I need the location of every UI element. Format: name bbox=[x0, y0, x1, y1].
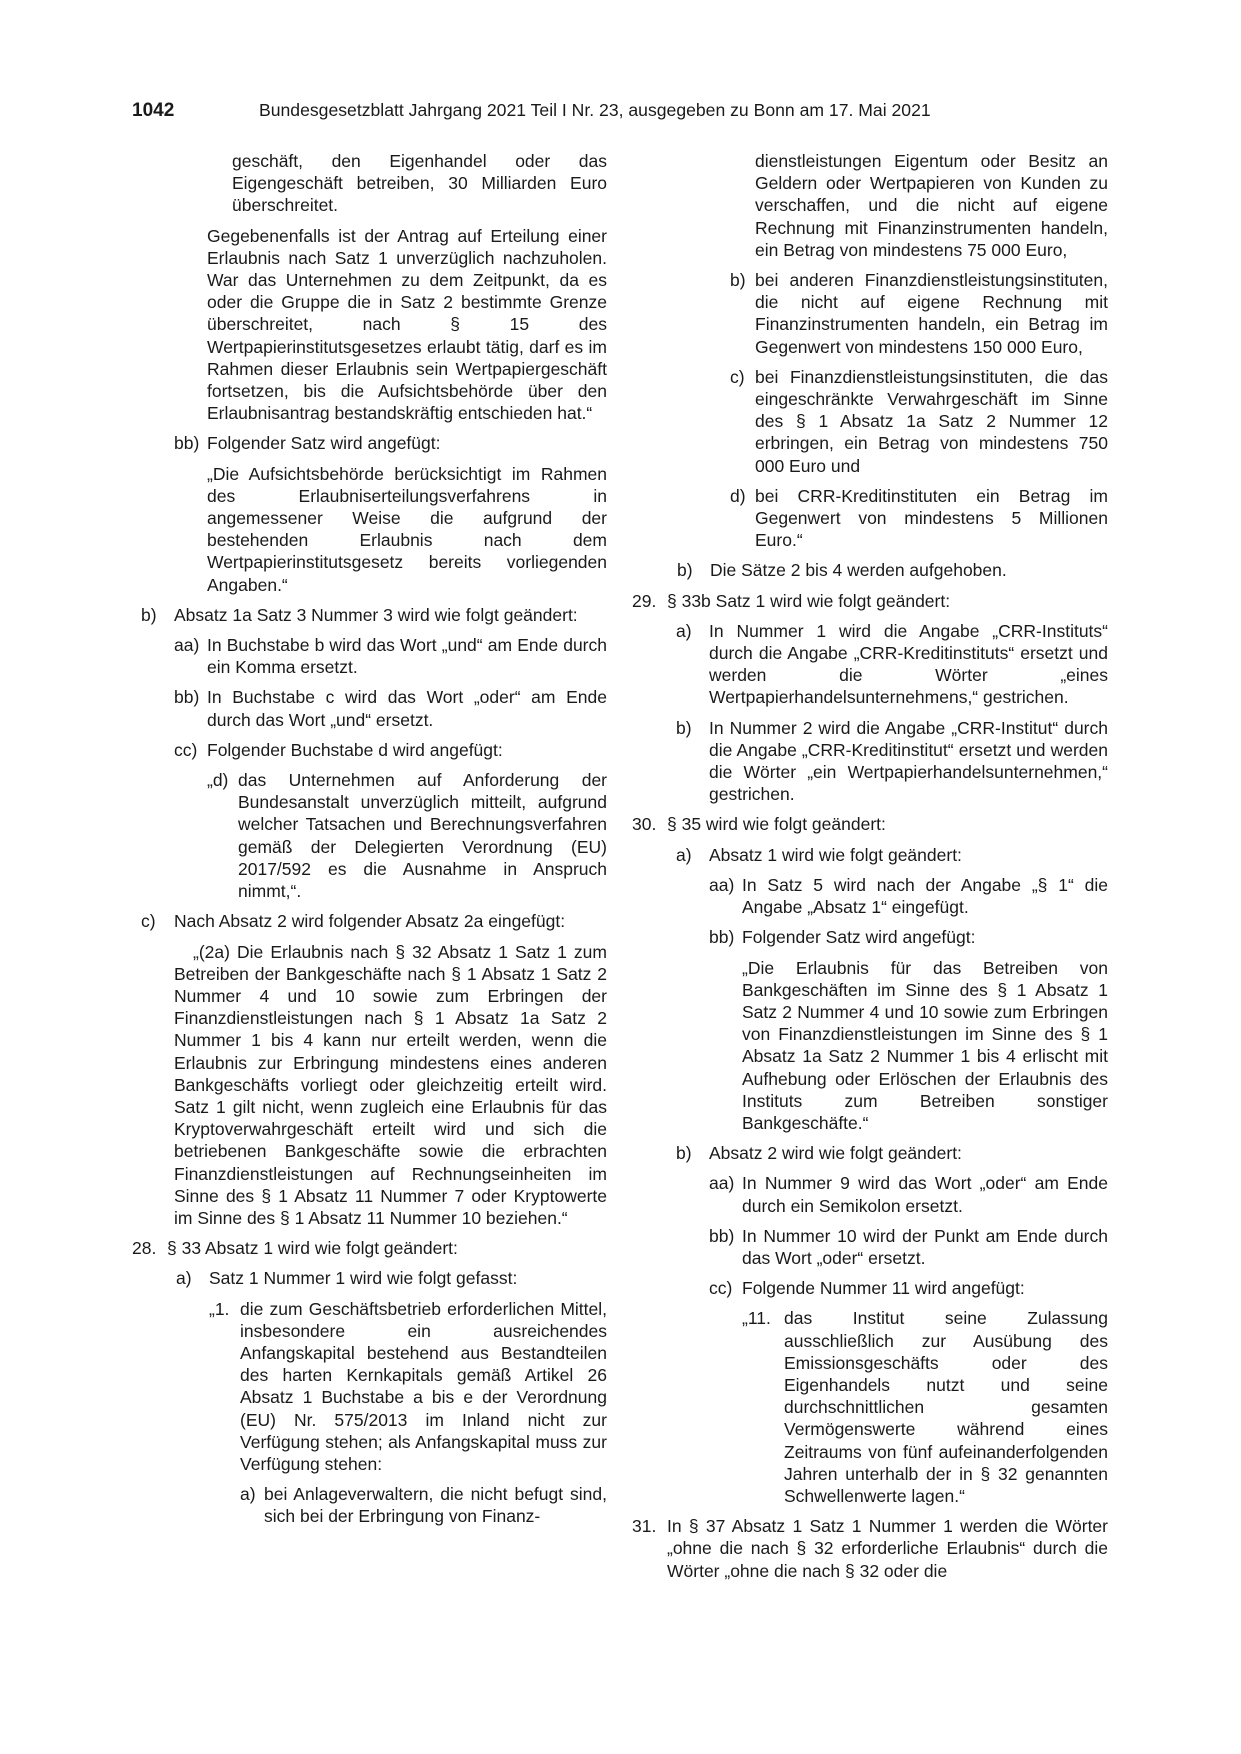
item-text: Absatz 1a Satz 3 Nummer 3 wird wie folgt geändert: bbox=[174, 604, 578, 625]
list-item bbox=[676, 844, 1108, 1134]
left-column bbox=[132, 150, 607, 1536]
item-text: In Buchstabe c wird das Wort „oder“ am Ende durch das Wort „und“ ersetzt. bbox=[207, 687, 607, 730]
list-item bbox=[709, 1172, 1108, 1216]
item-label: aa) bbox=[174, 635, 200, 656]
item-body bbox=[667, 590, 1108, 806]
list-item bbox=[141, 910, 607, 1229]
list-item bbox=[207, 769, 607, 902]
quoted-text: „Die Aufsichtsbehörde berücksichtigt im Rahmen des Erlaubniserteilungsverfahrens in angemessener Weise die aufgrund der bestehenden Erlaubnis nach dem Wertpapierinstitutsgesetz bereits vorliegenden Angaben.“ bbox=[207, 463, 607, 595]
item-label: a) bbox=[676, 620, 692, 641]
item-text: In Nummer 9 wird das Wort „oder“ am Ende durch ein Semikolon ersetzt. bbox=[742, 1173, 1108, 1216]
item-text: § 33 Absatz 1 wird wie folgt geändert: bbox=[167, 1238, 458, 1259]
paragraph: geschäft, den Eigenhandel oder das Eigengeschäft betreiben, 30 Milliarden Euro überschreitet. bbox=[232, 151, 607, 216]
list-item bbox=[730, 269, 1108, 358]
item-text: Folgende Nummer 11 wird angefügt: bbox=[742, 1278, 1025, 1299]
item-label: „d) bbox=[207, 770, 229, 791]
item-body bbox=[742, 926, 1108, 1134]
item-label: „1. bbox=[209, 1298, 230, 1319]
list-item bbox=[141, 604, 607, 902]
list-item bbox=[730, 485, 1108, 552]
item-label: 31. bbox=[632, 1516, 657, 1537]
right-column bbox=[632, 150, 1108, 1582]
item-label: a) bbox=[240, 1484, 256, 1505]
item-text: Folgender Buchstabe d wird angefügt: bbox=[207, 739, 503, 760]
item-body bbox=[709, 1142, 1108, 1507]
list-item bbox=[709, 1277, 1108, 1507]
item-text: Folgender Satz wird angefügt: bbox=[207, 433, 441, 454]
list-item bbox=[709, 926, 1108, 1134]
gazette-header-title: Bundesgesetzblatt Jahrgang 2021 Teil I Nr. 23, ausgegeben zu Bonn am 17. Mai 2021 bbox=[259, 100, 931, 120]
quoted-text: „Die Erlaubnis für das Betreiben von Bankgeschäften im Sinne des § 1 Absatz 1 Satz 2 Nummer 4 und 10 sowie zum Erbringen von Finanzdienstleistungen im Sinne des § 1 Absatz 1a Satz 2 Nummer 1 bis 4 erlischt mit Aufhebung oder Erlöschen der Erlaubnis des Instituts zum Betreiben sonstiger Bankgeschäfte.“ bbox=[742, 957, 1108, 1133]
paragraph: dienstleistungen Eigentum oder Besitz an Geldern oder Wertpapieren von Kunden zu verschaffen, und die nicht auf eigene Rechnung mit Finanzinstrumenten handeln, ein Betrag von mindestens 75 000 Euro, bbox=[755, 151, 1108, 260]
paragraph: Gegebenenfalls ist der Antrag auf Erteilung einer Erlaubnis nach Satz 1 unverzüglich nachzuholen. War das Unternehmen zu dem Zeitpunkt, da es oder die Gruppe die in Satz 2 bestimmte Grenze überschreitet, nach § 15 des Wertpapierinstitutsgesetzes erlaubt tätig, darf es im Rahmen dieser Erlaubnis sein Wertpapiergeschäft fortsetzen, bis die Aufsichtsbehörde über den Erlaubnisantrag bestandskräftig entschieden hat.“ bbox=[207, 225, 607, 424]
item-label: bb) bbox=[709, 927, 735, 948]
item-text: Die Sätze 2 bis 4 werden aufgehoben. bbox=[710, 560, 1007, 581]
list-item bbox=[709, 1225, 1108, 1269]
item-body bbox=[207, 432, 607, 595]
item-text: Absatz 2 wird wie folgt geändert: bbox=[709, 1143, 962, 1164]
item-label: b) bbox=[730, 270, 746, 291]
list-item bbox=[730, 366, 1108, 477]
list-item bbox=[176, 1267, 607, 1527]
item-label: c) bbox=[141, 911, 156, 932]
quoted-text: das Unternehmen auf Anforderung der Bundesanstalt unverzüglich mitteilt, aufgrund welcher Tatsachen und Berechnungsverfahren gemäß der Delegierten Verordnung (EU) 2017/592 es die Ausnahme in Anspruch nimmt,“. bbox=[238, 770, 607, 902]
item-label: b) bbox=[141, 604, 157, 625]
item-label: 28. bbox=[132, 1238, 157, 1259]
item-label: d) bbox=[730, 485, 746, 506]
quoted-text: das Institut seine Zulassung ausschließlich zur Ausübung des Emissionsgeschäfts oder des Eigenhandels nutzt und seine durchschnittlichen gesamten Vermögenswerte während eines Zeitraums von fünf aufeinanderfolgenden Jahren unterhalb der in § 32 genannten Schwellenwerte lagen.“ bbox=[784, 1308, 1108, 1506]
list-item bbox=[676, 1142, 1108, 1507]
list-item bbox=[240, 1483, 607, 1527]
item-text: In Satz 5 wird nach der Angabe „§ 1“ die Angabe „Absatz 1“ eingefügt. bbox=[742, 874, 1108, 918]
item-label: 30. bbox=[632, 814, 657, 835]
item-text: bei CRR-Kreditinstituten ein Betrag im Gegenwert von mindestens 5 Millionen Euro.“ bbox=[755, 485, 1108, 551]
item-body bbox=[207, 739, 607, 902]
item-label: bb) bbox=[174, 687, 200, 708]
item-body bbox=[209, 1267, 607, 1527]
item-label: bb) bbox=[174, 433, 200, 454]
item-text: Satz 1 Nummer 1 wird wie folgt gefasst: bbox=[209, 1268, 518, 1289]
item-label: bb) bbox=[709, 1225, 735, 1246]
item-body bbox=[167, 1237, 607, 1527]
item-body bbox=[240, 1298, 607, 1528]
list-item bbox=[174, 686, 607, 730]
item-label: a) bbox=[176, 1268, 192, 1289]
list-item bbox=[632, 590, 1108, 806]
list-item bbox=[676, 620, 1108, 709]
item-text: bei Anlageverwaltern, die nicht befugt sind, sich bei der Erbringung von Finanz- bbox=[264, 1484, 607, 1527]
item-label: b) bbox=[676, 1143, 692, 1164]
item-text: Absatz 1 wird wie folgt geändert: bbox=[709, 844, 962, 865]
list-item bbox=[676, 717, 1108, 806]
list-item bbox=[174, 432, 607, 595]
item-text: bei Finanzdienstleistungsinstituten, die das eingeschränkte Verwahrgeschäft im Sinne des § 1 Absatz 1a Satz 2 Nummer 12 erbringen, ein Betrag von mindestens 750 000 Euro und bbox=[755, 366, 1108, 476]
item-label: 29. bbox=[632, 590, 657, 611]
list-item bbox=[209, 1298, 607, 1528]
list-item bbox=[132, 1237, 607, 1527]
list-item bbox=[174, 739, 607, 902]
item-text: In § 37 Absatz 1 Satz 1 Nummer 1 werden die Wörter „ohne die nach § 32 erforderliche Erlaubnis“ durch die Wörter „ohne die nach § 32 oder die bbox=[667, 1516, 1108, 1581]
item-body bbox=[174, 604, 607, 902]
list-item bbox=[709, 874, 1108, 918]
list-item bbox=[742, 1307, 1108, 1507]
list-item bbox=[632, 813, 1108, 1507]
item-label: b) bbox=[677, 560, 693, 581]
list-item bbox=[174, 634, 607, 678]
quoted-text: „(2a) Die Erlaubnis nach § 32 Absatz 1 Satz 1 zum Betreiben der Bankgeschäfte nach § 1 Absatz 1 Satz 2 Nummer 4 und 10 sowie zum Erbringen der Finanzdienstleistungen nach § 1 Absatz 1a Satz 2 Nummer 1 bis 4 kann nur erteilt werden, wenn die Erlaubnis zur Erbringung mindestens eines anderen Bankgeschäfts vorliegt oder gleichzeitig erteilt wird. Satz 1 gilt nicht, wenn zugleich eine Erlaubnis für das Kryptoverwahrgeschäft erteilt wird und sich die betriebenen Bankgeschäfte sowie die erbrachten Finanzdienstleistungen auf Rechnungseinheiten im Sinne des § 1 Absatz 11 Nummer 7 oder Kryptowerte im Sinne des § 1 Absatz 11 Nummer 10 beziehen.“ bbox=[174, 941, 607, 1228]
list-item bbox=[632, 1515, 1108, 1582]
item-label: cc) bbox=[174, 739, 198, 760]
item-text: Nach Absatz 2 wird folgender Absatz 2a eingefügt: bbox=[174, 911, 566, 932]
item-body bbox=[667, 813, 1108, 1507]
item-text: In Nummer 10 wird der Punkt am Ende durch das Wort „oder“ ersetzt. bbox=[742, 1225, 1108, 1268]
item-label: a) bbox=[676, 844, 692, 865]
item-body bbox=[174, 910, 607, 1229]
item-text: § 33b Satz 1 wird wie folgt geändert: bbox=[667, 590, 951, 611]
list-item bbox=[677, 559, 1108, 581]
item-text: Folgender Satz wird angefügt: bbox=[742, 927, 976, 948]
item-label: cc) bbox=[709, 1278, 733, 1299]
item-text: bei anderen Finanzdienstleistungsinstituten, die nicht auf eigene Rechnung mit Finanzinstrumenten handeln, ein Betrag im Gegenwert von mindestens 150 000 Euro, bbox=[755, 270, 1108, 357]
item-label: b) bbox=[676, 717, 692, 738]
item-label: c) bbox=[730, 366, 745, 387]
item-text: § 35 wird wie folgt geändert: bbox=[667, 814, 886, 835]
item-body bbox=[709, 844, 1108, 1134]
item-label: aa) bbox=[709, 874, 735, 895]
item-text: In Buchstabe b wird das Wort „und“ am Ende durch ein Komma ersetzt. bbox=[207, 635, 607, 678]
item-text: In Nummer 1 wird die Angabe „CRR-Instituts“ durch die Angabe „CRR-Kreditinstituts“ ersetzt und werden die Wörter „eines Wertpapierhandelsunternehmens,“ gestrichen. bbox=[709, 620, 1108, 708]
item-label: aa) bbox=[709, 1173, 735, 1194]
quoted-text: die zum Geschäftsbetrieb erforderlichen Mittel, insbesondere ein ausreichendes Anfangskapital bestehend aus Bestandteilen des harten Kernkapitals gemäß Artikel 26 Absatz 1 Buchstabe a bis e der Verordnung (EU) Nr. 575/2013 im Inland nicht zur Verfügung stehen; als Anfangskapital muss zur Verfügung stehen: bbox=[240, 1298, 607, 1474]
item-body bbox=[742, 1277, 1108, 1507]
item-text: In Nummer 2 wird die Angabe „CRR-Institut“ durch die Angabe „CRR-Kreditinstitut“ ersetzt und werden die Wörter „ein Wertpapierhandelsunternehmen,“ gestrichen. bbox=[709, 717, 1108, 805]
item-label: „11. bbox=[742, 1308, 771, 1329]
page-number: 1042 bbox=[132, 100, 175, 121]
page-header bbox=[132, 100, 1112, 128]
